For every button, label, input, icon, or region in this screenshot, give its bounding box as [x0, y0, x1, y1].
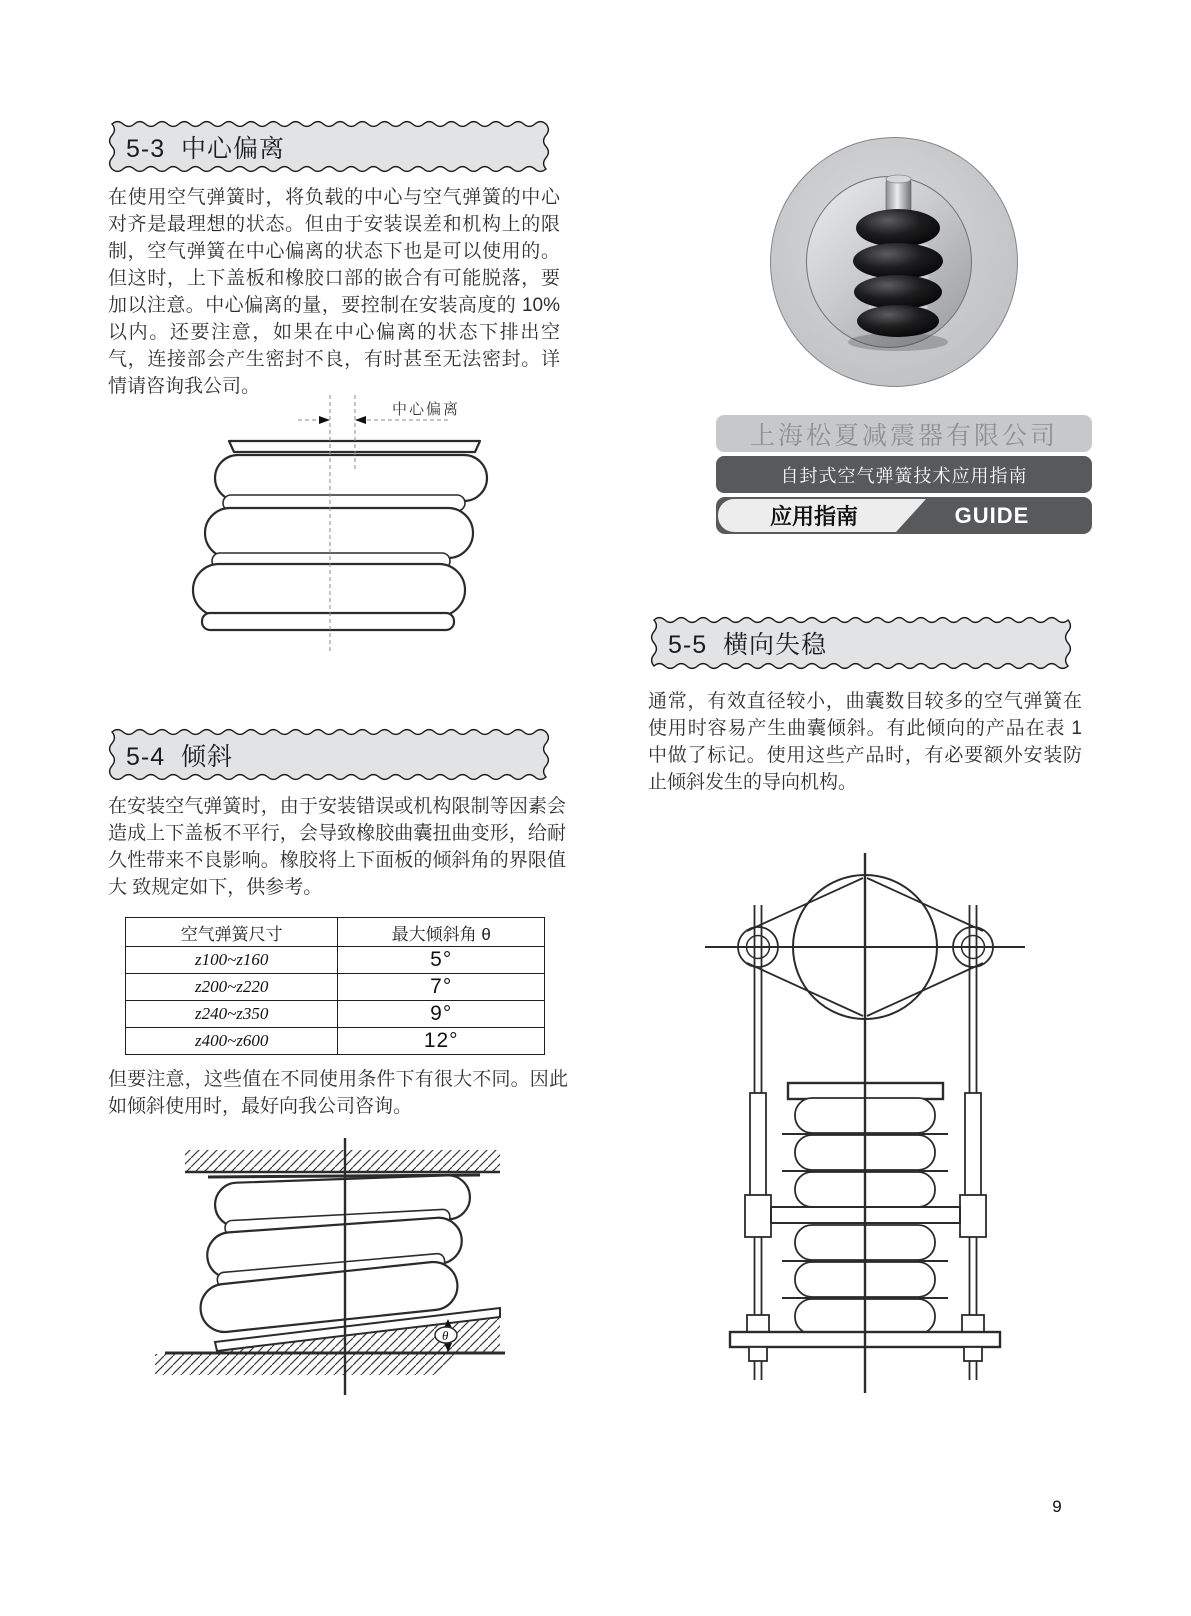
col-header-size: 空气弹簧尺寸 — [126, 918, 338, 947]
nut — [962, 1315, 984, 1332]
paragraph-5-4: 在安装空气弹簧时，由于安装错误或机构限制等因素会造成上下盖板不平行，会导致橡胶曲囊扭曲变形，给耐久性带来不良影响。橡胶将上下面板的倾斜角的界限值大 致规定如下，供参考。 — [108, 796, 566, 898]
tilt-angle-table — [125, 917, 545, 1055]
section-header-5-3 — [108, 120, 550, 173]
tab-left-label: 应用指南 — [769, 504, 858, 529]
max-angle: 5° — [338, 947, 545, 974]
size-range: z240~z350 — [126, 1001, 338, 1028]
bottom-plate — [202, 613, 454, 630]
nut — [964, 1347, 982, 1361]
size-range: z100~z160 — [126, 947, 338, 974]
size-range: z400~z600 — [126, 1028, 338, 1055]
theta-label: θ — [442, 1328, 449, 1343]
section-title: 5-5 横向失稳 — [668, 631, 828, 659]
max-angle: 9° — [338, 1001, 545, 1028]
center-offset-label: 中心偏离 — [392, 402, 461, 418]
table-row — [126, 947, 545, 974]
page-number: 9 — [1052, 1497, 1062, 1516]
table-row — [126, 974, 545, 1001]
section-header-5-5 — [650, 616, 1072, 670]
air-spring-product-photo — [770, 137, 1016, 385]
table-header-row — [126, 918, 545, 947]
lobe — [853, 243, 943, 279]
size-range: z200~z220 — [126, 974, 338, 1001]
section-title: 5-3 中心偏离 — [126, 134, 286, 163]
nut — [747, 1315, 769, 1332]
guide-subtitle: 自封式空气弹簧技术应用指南 — [780, 465, 1028, 486]
ceiling-hatch — [185, 1150, 500, 1172]
center-offset-diagram — [170, 383, 570, 673]
nut — [749, 1347, 767, 1361]
tab-right-label: GUIDE — [954, 502, 1030, 528]
ground-hatch — [155, 1354, 457, 1375]
rod-sleeve — [965, 1093, 981, 1197]
bellows-lobe — [193, 564, 465, 616]
arrowhead-left-icon — [355, 416, 366, 424]
col-header-angle: 最大倾斜角 θ — [338, 918, 545, 947]
company-name-bar — [716, 415, 1092, 452]
rod-block — [960, 1195, 986, 1237]
tilted-bellows — [198, 1175, 470, 1335]
lobe — [856, 209, 940, 247]
arrowhead-right-icon — [319, 416, 330, 424]
lobe — [857, 305, 939, 337]
lateral-instability-diagram — [650, 843, 1120, 1398]
paragraph-5-4-note: 但要注意，这些值在不同使用条件下有很大不同。因此如倾斜使用时，最好向我公司咨询。 — [108, 1069, 568, 1117]
bellows-lobe — [215, 455, 487, 501]
max-angle: 12° — [338, 1028, 545, 1055]
rod-block — [745, 1195, 771, 1237]
guide-subtitle-bar — [716, 456, 1092, 493]
lobe — [854, 275, 942, 309]
tilt-diagram — [155, 1113, 575, 1398]
paragraph-5-3: 在使用空气弹簧时，将负载的中心与空气弹簧的中心对齐是最理想的状态。但由于安装误差和机构上的限制，空气弹簧在中心偏离的状态下也是可以使用的。但这时，上下盖板和橡胶口部的嵌合有可能脱落，要加以注意。中心偏离的量，要控制在安装高度的 10% 以内。还要注意，如果在中心偏离的状态下排出空气，连接部会产生密封不良，有时甚至无法密封。详情请咨询我公司。 — [108, 187, 560, 397]
guide-tab-bar — [716, 497, 1092, 534]
section-title: 5-4 倾斜 — [126, 742, 234, 771]
section-header-5-4 — [108, 728, 550, 781]
paragraph-5-5: 通常，有效直径较小，曲囊数目较多的空气弹簧在使用时容易产生曲囊倾斜。有此倾向的产品在表 1 中做了标记。使用这些产品时，有必要额外安装防止倾斜发生的导向机构。 — [648, 691, 1082, 793]
max-angle: 7° — [338, 974, 545, 1001]
stem-top — [886, 175, 911, 183]
table-row — [126, 1028, 545, 1055]
company-name: 上海松夏减震器有限公司 — [749, 421, 1058, 450]
bellows-lobe — [205, 508, 473, 558]
table-row — [126, 1001, 545, 1028]
rod-sleeve — [750, 1093, 766, 1197]
